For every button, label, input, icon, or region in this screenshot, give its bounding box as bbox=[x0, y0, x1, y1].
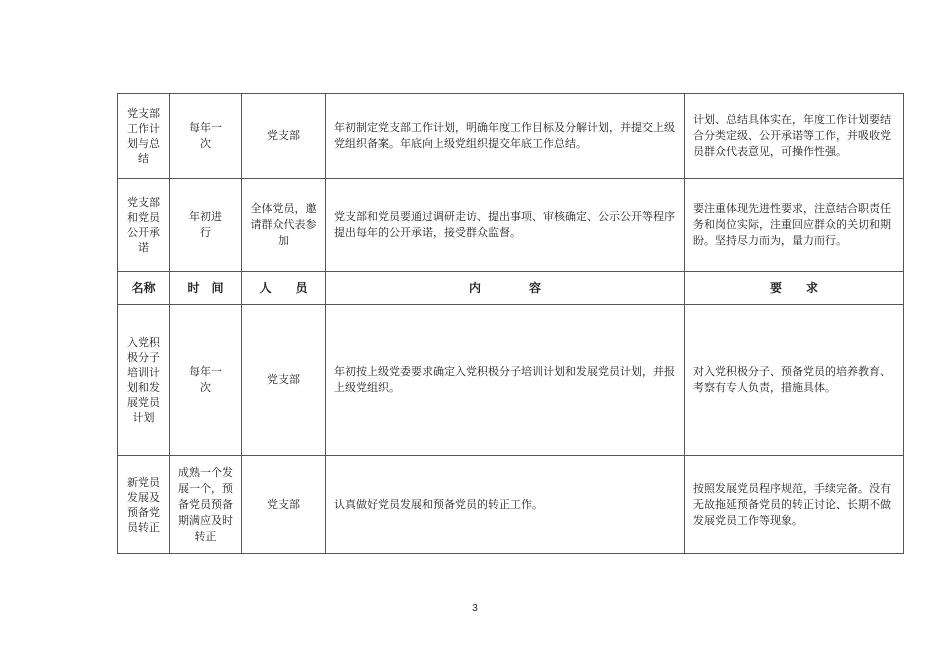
row-requirement: 按照发展党员程序规范，手续完备。没有无故拖延预备党员的转正讨论、长期不做发展党员工作等现象。 bbox=[685, 456, 904, 554]
row-personnel: 党支部 bbox=[242, 305, 326, 456]
row-requirement: 对入党积极分子、预备党员的培养教育、考察有专人负责，措施具体。 bbox=[685, 305, 904, 456]
row-content: 年初按上级党委要求确定入党积极分子培训计划和发展党员计划，并报上级党组织。 bbox=[326, 305, 685, 456]
row-content: 党支部和党员要通过调研走访、提出事项、审核确定、公示公开等程序提出每年的公开承诺，接受群众监督。 bbox=[326, 179, 685, 272]
page-number: 3 bbox=[472, 603, 478, 614]
row-time: 年初进行 bbox=[170, 179, 242, 272]
row-name: 入党积极分子培训计划和发展党员计划 bbox=[118, 305, 170, 456]
table-row bbox=[118, 305, 904, 456]
row-name: 党支部工作计划与总结 bbox=[118, 94, 170, 179]
table-row bbox=[118, 456, 904, 554]
table-row bbox=[118, 179, 904, 272]
row-name: 党支部和党员公开承诺 bbox=[118, 179, 170, 272]
header-requirement: 要 求 bbox=[685, 272, 904, 305]
header-content: 内 容 bbox=[326, 272, 685, 305]
row-time: 成熟一个发展一个，预备党员预备期满应及时转正 bbox=[170, 456, 242, 554]
header-time: 时 间 bbox=[170, 272, 242, 305]
row-content: 认真做好党员发展和预备党员的转正工作。 bbox=[326, 456, 685, 554]
party-work-table bbox=[117, 93, 904, 554]
row-requirement: 要注重体现先进性要求，注意结合职责任务和岗位实际，注重回应群众的关切和期盼。坚持尽力而为，量力而行。 bbox=[685, 179, 904, 272]
row-personnel: 全体党员，邀请群众代表参加 bbox=[242, 179, 326, 272]
row-time: 每年一次 bbox=[170, 94, 242, 179]
header-name: 名称 bbox=[118, 272, 170, 305]
row-name: 新党员发展及预备党员转正 bbox=[118, 456, 170, 554]
row-requirement: 计划、总结具体实在，年度工作计划要结合分类定级、公开承诺等工作，并吸收党员群众代表意见，可操作性强。 bbox=[685, 94, 904, 179]
row-content: 年初制定党支部工作计划，明确年度工作目标及分解计划，并提交上级党组织备案。年底向上级党组织提交年底工作总结。 bbox=[326, 94, 685, 179]
row-time: 每年一次 bbox=[170, 305, 242, 456]
row-personnel: 党支部 bbox=[242, 94, 326, 179]
row-personnel: 党支部 bbox=[242, 456, 326, 554]
header-personnel: 人 员 bbox=[242, 272, 326, 305]
table-row bbox=[118, 94, 904, 179]
table-header-row bbox=[118, 272, 904, 305]
